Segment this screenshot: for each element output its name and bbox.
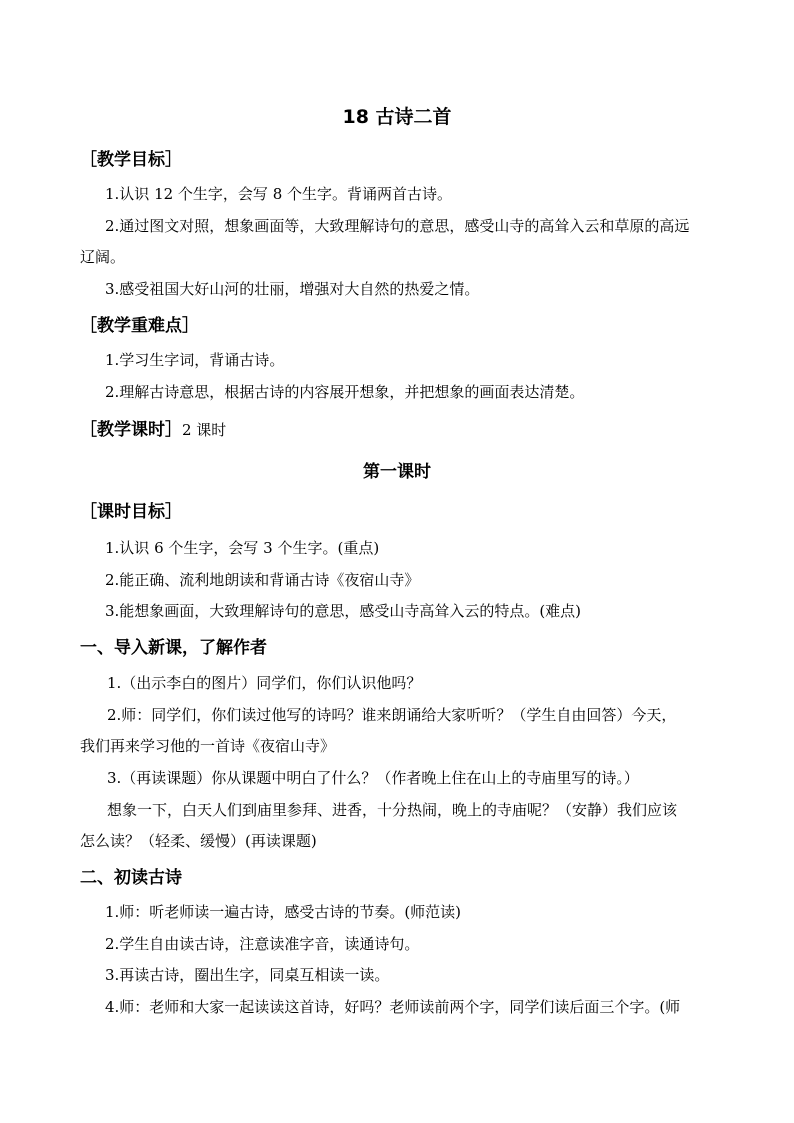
document-title: 18 古诗二首 — [342, 106, 452, 128]
part-one-item: 3.（再读课题）你从课题中明白了什么？（作者晚上住在山上的寺庙里写的诗。） — [107, 769, 639, 787]
part-two-heading: 二、初读古诗 — [80, 868, 182, 888]
hours-value: 2 课时 — [182, 421, 227, 439]
hours-label: ［教学课时］ — [80, 420, 182, 440]
lesson-objectives-heading: ［课时目标］ — [80, 502, 182, 522]
lesson-objective-item: 1.认识 6 个生字，会写 3 个生字。(重点) — [105, 539, 380, 557]
part-one-item: 想象一下，白天人们到庙里参拜、进香，十分热闹，晚上的寺庙呢？（安静）我们应该 — [107, 801, 678, 819]
part-one-heading: 一、导入新课，了解作者 — [80, 638, 267, 658]
part-two-item: 2.学生自由读古诗，注意读准字音，读通诗句。 — [105, 935, 420, 953]
objective-item: 2.通过图文对照，想象画面等，大致理解诗句的意思，感受山寺的高耸入云和草原的高远 — [105, 217, 690, 235]
part-one-item-continued: 怎么读？（轻柔、缓慢）(再读课题) — [80, 832, 317, 850]
key-point-item: 2.理解古诗意思，根据古诗的内容展开想象，并把想象的画面表达清楚。 — [105, 383, 585, 401]
objective-item: 3.感受祖国大好山河的壮丽，增强对大自然的热爱之情。 — [105, 280, 480, 298]
objectives-heading: ［教学目标］ — [80, 150, 182, 170]
part-two-item: 3.再读古诗，圈出生字，同桌互相读一读。 — [105, 966, 390, 984]
part-one-item: 2.师：同学们，你们读过他写的诗吗？谁来朗诵给大家听听？（学生自由回答）今天， — [107, 706, 677, 724]
part-one-item: 1.（出示李白的图片）同学们，你们认识他吗？ — [107, 674, 422, 692]
part-two-item: 1.师：听老师读一遍古诗，感受古诗的节奏。(师范读) — [105, 903, 462, 921]
lesson-objective-item: 3.能想象画面，大致理解诗句的意思，感受山寺高耸入云的特点。(难点) — [105, 602, 582, 620]
hours-heading — [80, 418, 226, 442]
objective-item: 1.认识 12 个生字，会写 8 个生字。背诵两首古诗。 — [105, 185, 453, 203]
key-point-item: 1.学习生字词，背诵古诗。 — [105, 351, 285, 369]
key-points-heading: ［教学重难点］ — [80, 316, 199, 336]
part-two-item: 4.师：老师和大家一起读读这首诗，好吗？老师读前两个字，同学们读后面三个字。(师 — [105, 998, 681, 1016]
lesson-objective-item: 2.能正确、流利地朗读和背诵古诗《夜宿山寺》 — [105, 571, 420, 589]
part-one-item-continued: 我们再来学习他的一首诗《夜宿山寺》 — [80, 737, 336, 755]
lesson-title: 第一课时 — [363, 462, 431, 482]
objective-item-continued: 辽阔。 — [80, 248, 126, 266]
